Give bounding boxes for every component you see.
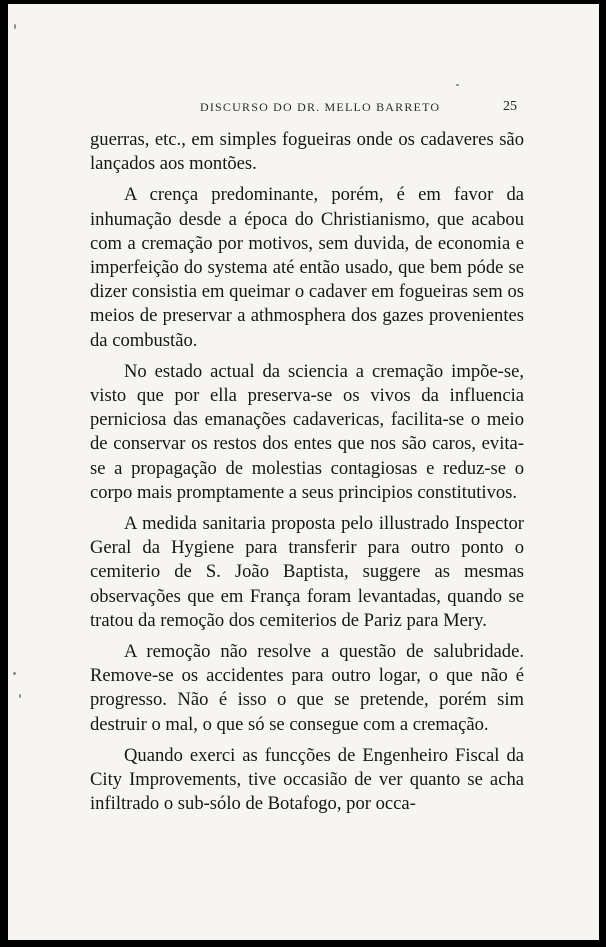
scan-speck — [456, 84, 459, 86]
paragraph: A remoção não resolve a questão de salubridade. Remove-se os accidentes para outro logar, o que não é progresso. Não é isso o que se pretende, porém sim destruir o mal, o que só se consegue com a cremação. — [90, 641, 524, 735]
scan-speck — [14, 24, 16, 29]
scan-speck — [19, 694, 21, 698]
running-title: DISCURSO DO DR. MELLO BARRETO — [200, 100, 441, 114]
paragraph: No estado actual da sciencia a cremação impõe-se, visto que por ella preserva-se os vivos da influencia perniciosa das emanações cadavericas, facilita-se o meio de conservar os restos dos entes que nos são caros, evita-se a propagação de molestias contagiosas e reduz-se o corpo mais promptamente a seus principios constitutivos. — [90, 360, 524, 503]
page-header — [8, 100, 599, 120]
paragraph: guerras, etc., em simples fogueiras onde os cadaveres são lançados aos montões. — [90, 129, 524, 175]
paragraph: Quando exerci as funcções de Engenheiro Fiscal da City Improvements, tive occasião de ver quanto se acha infiltrado o sub-sólo de Botafogo, por occa- — [90, 744, 524, 815]
book-page — [8, 4, 599, 940]
scan-speck — [13, 672, 16, 675]
paragraph: A medida sanitaria proposta pelo illustrado Inspector Geral da Hygiene para transferir para outro ponto o cemiterio de S. João Baptista, suggere as mesmas observações que em França foram levantadas, quando se tratou da remoção dos cemiterios de Pariz para Mery. — [90, 513, 524, 631]
body-text — [90, 128, 524, 823]
page-number: 25 — [503, 99, 517, 114]
paragraph: A crença predominante, porém, é em favor da inhumação desde a época do Christianismo, que acabou com a cremação por motivos, sem duvida, de economia e imperfeição do systema até então usado, que bem póde se dizer consistia em queimar o cadaver em fogueiras sem os meios de preservar a athmosphera dos gazes provenientes da combustão. — [90, 184, 524, 351]
